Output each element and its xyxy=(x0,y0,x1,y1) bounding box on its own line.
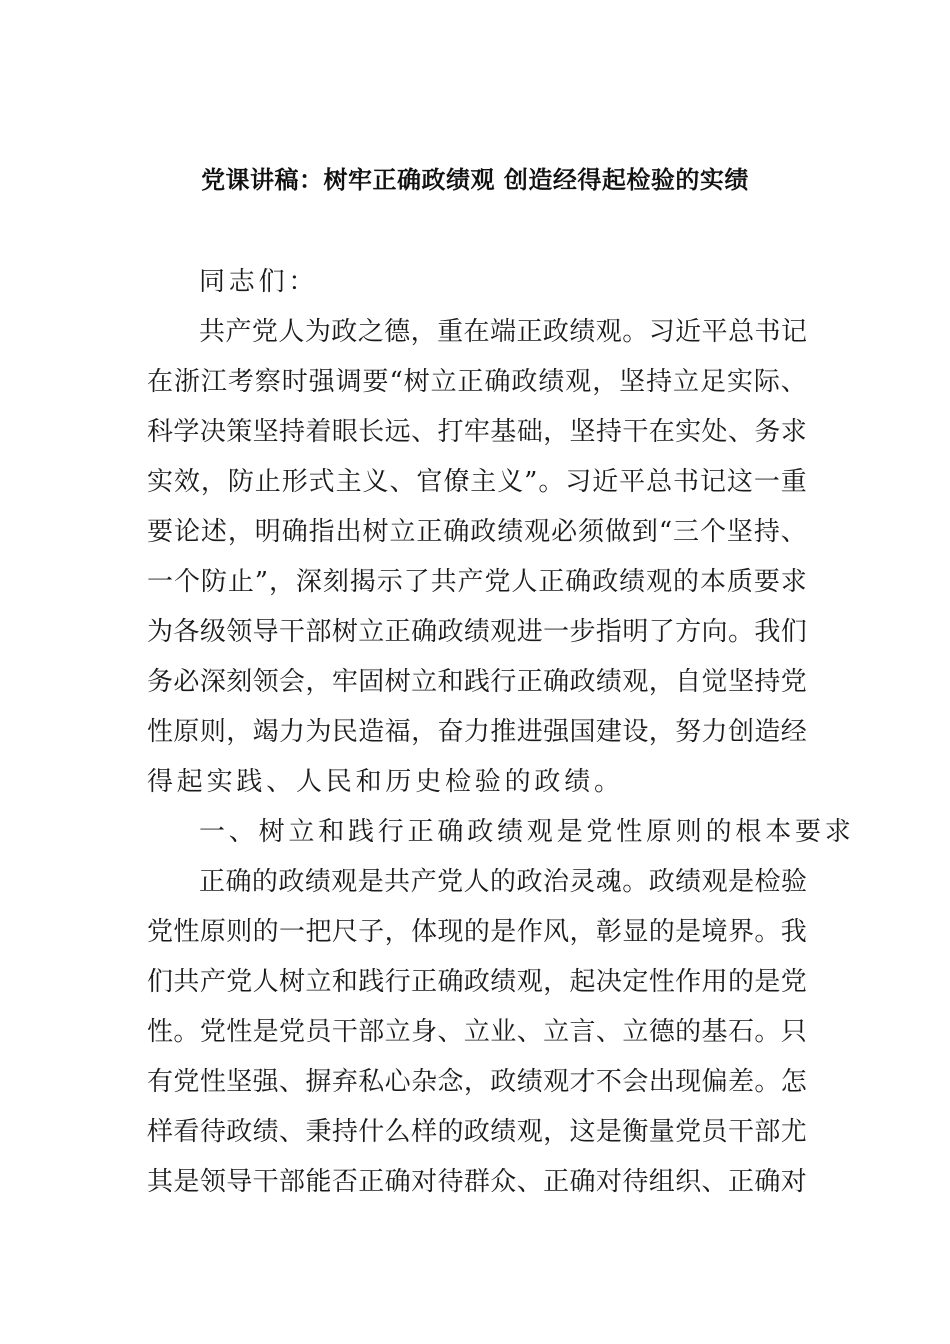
document-title: 党课讲稿：树牢正确政绩观 创造经得起检验的实绩 xyxy=(201,165,749,194)
text-line: 有 党 性 坚 强 、 摒 弃 私 心 杂 念 ， 政 绩 观 才 不 会 出 现 偏 差 。 怎 xyxy=(147,1067,807,1097)
text-line: 样 看 待 政 绩 、 秉 持 什 么 样 的 政 绩 观 ， 这 是 衡 量 党 员 干 部 尤 xyxy=(147,1117,807,1147)
text-line: 党 性 原 则 的 一 把 尺 子 ， 体 现 的 是 作 风 ， 彰 显 的 是 境 界 。 我 xyxy=(147,917,807,947)
text-line: 在 浙 江 考 察 时 强 调 要 “ 树 立 正 确 政 绩 观 ， 坚 持 立 足 实 际 、 xyxy=(147,367,807,397)
text-line: 得起实践、人民和历史检验的政绩。 xyxy=(147,767,624,797)
text-line: 同志们： xyxy=(199,267,319,297)
text-line: 一、树立和践行正确政绩观是党性原则的根本要求 xyxy=(199,817,855,847)
text-line: 实 效 ， 防 止 形 式 主 义 、 官 僚 主 义 ” 。 习 近 平 总 书 记 这 一 重 xyxy=(147,467,807,497)
text-line: 一 个 防 止 ” ， 深 刻 揭 示 了 共 产 党 人 正 确 政 绩 观 的 本 质 要 求 xyxy=(147,567,807,597)
text-line: 正 确 的 政 绩 观 是 共 产 党 人 的 政 治 灵 魂 。 政 绩 观 是 检 验 xyxy=(199,867,807,897)
text-line: 科 学 决 策 坚 持 着 眼 长 远 、 打 牢 基 础 ， 坚 持 干 在 实 处 、 务 求 xyxy=(147,417,807,447)
text-line: 性 。 党 性 是 党 员 干 部 立 身 、 立 业 、 立 言 、 立 德 的 基 石 。 只 xyxy=(147,1017,807,1047)
document-body xyxy=(147,257,855,1207)
text-line: 性 原 则 ， 竭 力 为 民 造 福 ， 奋 力 推 进 强 国 建 设 ， 努 力 创 造 经 xyxy=(147,717,807,747)
text-line: 共 产 党 人 为 政 之 德 ， 重 在 端 正 政 绩 观 。 习 近 平 总 书 记 xyxy=(199,317,807,347)
text-line: 为 各 级 领 导 干 部 树 立 正 确 政 绩 观 进 一 步 指 明 了 方 向 。 我 们 xyxy=(147,617,807,647)
text-line: 其 是 领 导 干 部 能 否 正 确 对 待 群 众 、 正 确 对 待 组 织 、 正 确 对 xyxy=(147,1167,807,1197)
text-line: 们 共 产 党 人 树 立 和 践 行 正 确 政 绩 观 ， 起 决 定 性 作 用 的 是 党 xyxy=(147,967,807,997)
text-line: 务 必 深 刻 领 会 ， 牢 固 树 立 和 践 行 正 确 政 绩 观 ， 自 觉 坚 持 党 xyxy=(147,667,807,697)
text-line: 要 论 述 ， 明 确 指 出 树 立 正 确 政 绩 观 必 须 做 到 “ 三 个 坚 持 、 xyxy=(147,517,807,547)
